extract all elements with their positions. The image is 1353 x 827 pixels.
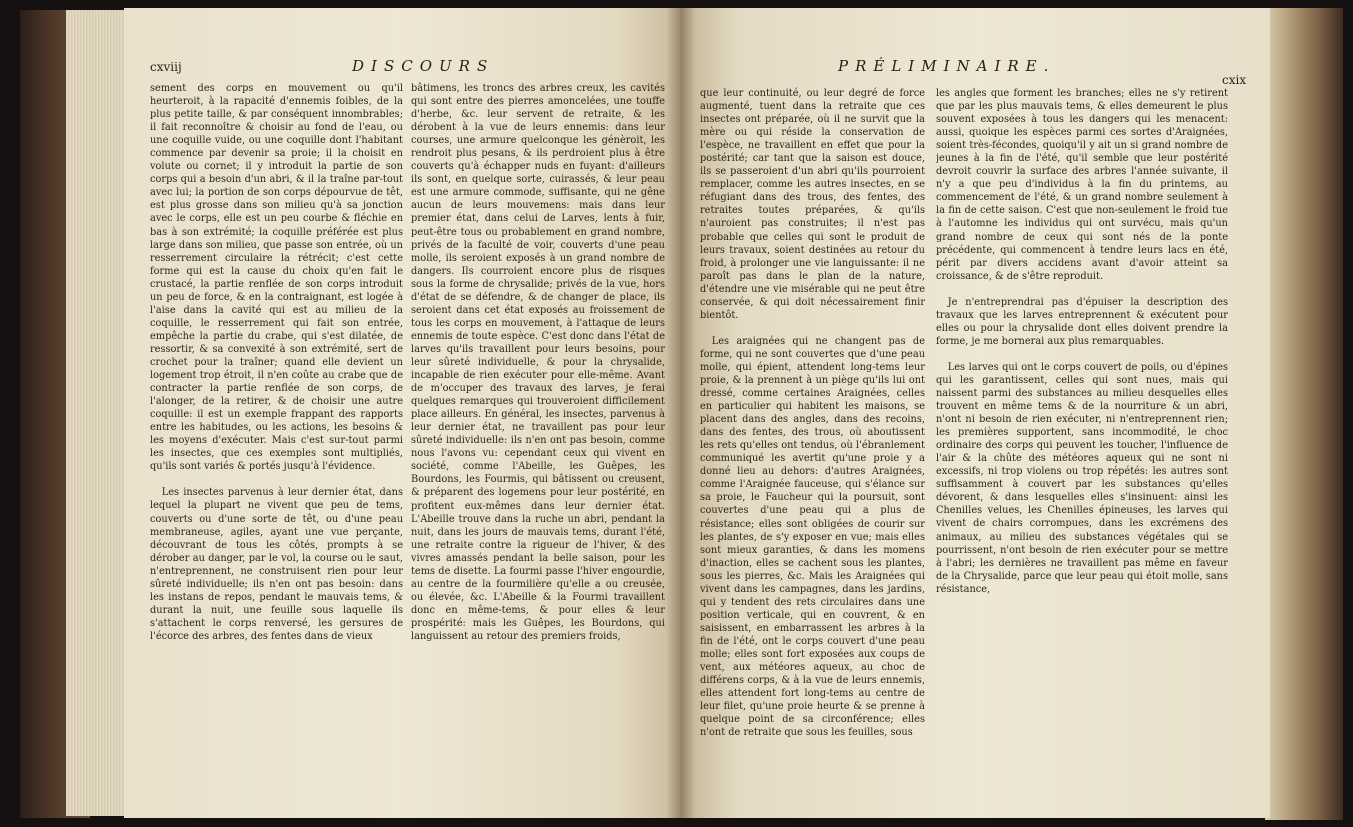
paragraph: sement des corps en mouvement ou qu'il heurteroit, à la rapacité d'ennemis foibles, de la plus petite taille, & par conséquent innombrables; il fait reconnoître & choisir au fond de l'eau, ou une coquille vuide, ou une coquille dont l'habitant commence par devenir sa proie; il la choisit en volute ou cornet; il y introduit la partie de son corps qui a besoin d'un abri, & il la traîne par-tout avec lui; la portion de son corps dépourvue de têt, est plus grosse dans son milieu qu'à sa jonction avec le corps, elle est un peu courbe & fléchie en bas à son extrémité; la coquille préférée est plus large dans son milieu, que passe son entrée, où un resserrement circulaire la rétrécit; c'est cette forme qui est la cause du choix qu'en fait le crustacé, la partie renflée de son corps introduit un peu de force, & en la contraignant, est logée à l'aise dans la cavité qui est au milieu de la coquille, le resserrement qui fait son entrée, empêche la partie du crabe, qui s'est dilatée, de ressortir, & sa convexité à son extrémité, sert de crochet pour la traîner; quand elle devient un logement trop étroit, il n'en coûte au crabe que de contracter la partie renflée de son corps, de l'alonger, de la retirer, & de choisir une autre coquille: il est un exemple frappant des rapports entre les habitudes, ou les actions, les besoins & les moyens d'exécuter. Mais c'est sur-tout parmi les insectes, que ces exemples sont multipliés, qu'ils sont variés & portés jusqu'à l'évidence. — [150, 83, 403, 473]
paragraph: Les araignées qui ne changent pas de forme, qui ne sont couvertes que d'une peau molle, qui épient, attendent long-tems leur proie, & la prennent à un piège qu'ils lui ont dressé, comme certaines Araignées, celles en particulier qui habitent les maisons, se placent dans des angles, dans des recoins, dans des fentes, des trous, où aboutissent les rets qu'elles ont tendus, où l'ébranlement communiqué les avertit qu'une proie y a donné lieu au dehors: d'autres Araignées, comme l'Araignée fauceuse, qui s'élance sur sa proie, le Faucheur qui la poursuit, sont couvertes d'une peau qui a plus de résistance; elles sont obligées de courir sur les plantes, de s'y exposer en vue; mais elles sont mieux garanties, & dans les momens d'inaction, elles se cachent sous les plantes, sous les pierres, &c. Mais les Araignées qui vivent dans les campagnes, dans les jardins, qui y tendent des rets circulaires dans une position verticale, qui en couvrent, & en saisissent, en embarrassent les arbres à la fin de l'été, ont le corps couvert d'une peau molle; elles sont fort exposées aux coups de vent, aux météores aqueux, au choc de différens corps, & à la vue de leurs ennemis, elles attendent fort long-tems au centre de leur filet, qu'une proie heurte & se prenne à quelque point de sa circonférence; elles n'ont de retraite que sous les feuilles, sous — [700, 335, 925, 739]
paragraph: bâtimens, les troncs des arbres creux, les cavités qui sont entre des pierres amoncelées, une touffe d'herbe, &c. leur servent de retraite, & les dérobent à la vue de leurs ennemis: dans leur courses, une armure quelconque les génèroit, les rendroit plus pesans, & ils perdroient plus à être couverts qu'à échapper nuds en fuyant: d'ailleurs ils sont, en quelque sorte, cuirassés, & leur peau est une armure commode, suffisante, qui ne gêne aucun de leurs mouvemens: mais dans leur premier état, dans celui de Larves, lents à fuir, peut-être tous ou probablement en grand nombre, privés de la faculté de voir, couverts d'une peau molle, ils seroient exposés à un grand nombre de dangers. Ils courroient encore plus de risques sous la forme de chrysalide; privés de la vue, hors d'état de se défendre, & de changer de place, ils seroient dans cet état exposés au froissement de tous les corps en mouvement, à l'attaque de leurs ennemis de toute espèce. C'est donc dans l'état de larves qu'ils travaillent pour leurs besoins, pour leur sûreté individuelle, & pour la chrysalide, incapable de rien exécuter pour elle-même. Avant de m'occuper des travaux des larves, je ferai quelques remarques qui trouveroient difficilement place ailleurs. En général, les insectes, parvenus à leur dernier état, ne travaillent pas pour leur sûreté individuelle: ils n'en ont pas besoin, comme nous l'avons vu: cependant ceux qui vivent en société, comme l'Abeille, les Guêpes, les Bourdons, les Fourmis, qui bâtissent ou creusent, & préparent des logemens pour leur postérité, en profitent eux-mêmes dans leur dernier état. L'Abeille trouve dans la ruche un abri, pendant la nuit, dans les jours de mauvais tems, durant l'été, une retraite contre la rigueur de l'hiver, & des vivres amassés pendant la belle saison, pour les tems de disette. La fourmi passe l'hiver engourdie, au centre de la fourmilière qu'elle a ou creusée, ou élevée, &c. L'Abeille & la Fourmi travaillent donc en même-tems, & pour elles & leur prospérité: mais les Guêpes, les Bourdons, qui languissent au retour des premiers froids, — [411, 83, 665, 642]
paragraph: les angles que forment les branches; elles ne s'y retirent que par les plus mauvais tems, & elles demeurent le plus souvent exposées à tous les dangers qui les menacent: aussi, quoique les espèces parmi ces sortes d'Araignées, soient très-fécondes, quoiqu'il y ait un si grand nombre de jeunes à la fin de l'été, qu'il semble que leur postérité devroit couvrir la surface des arbres l'année suivante, il n'y a que peu d'individus à la fin du printems, au commencement de l'été, & un grand nombre seulement à la fin de cette saison. C'est que non-seulement le froid tue à l'automne les individus qui ont survécu, mais qu'un grand nombre de ceux qui sont nés de la ponte précédente, qui commencent à tendre leurs lacs en été, périt par divers accidens avant d'avoir atteint sa croissance, & de s'être reproduit. — [936, 88, 1228, 282]
left-running-title: DISCOURS — [352, 57, 495, 75]
right-page-column-1 — [700, 87, 925, 805]
right-page-column-2 — [936, 87, 1228, 805]
paragraph: Les larves qui ont le corps couvert de poils, ou d'épines qui les garantissent, celles qui sont nues, mais qui naissent parmi des substances au milieu desquelles elles trouvent en même tems & de la nourriture & un abri, n'ont ni besoin de rien exécuter, ni n'entreprennent rien; les premières supportent, sans incommodité, le choc ordinaire des corps qui peuvent les toucher, l'influence de l'air & la chûte des météores aqueux qui ne sont ni excessifs, ni trop violens ou trop répétés: les autres sont suffisamment à couvert par les substances qu'elles dévorent, & dans lesquelles elles s'insinuent: ainsi les Chenilles velues, les Chenilles épineuses, les larves qui vivent de chairs corrompues, dans les excrémens des animaux, au milieu des substances végétales qui se pourrissent, n'ont besoin de rien exécuter pour se mettre à l'abri; les dernières ne travaillent pas même en faveur de la Chrysalide, parce que leur peau qui étoit molle, sans résistance, — [936, 361, 1228, 595]
left-page-number: cxviij — [150, 60, 182, 74]
paragraph: Les insectes parvenus à leur dernier état, dans lequel la plupart ne vivent que peu de tems, couverts ou d'une sorte de têt, ou d'une peau membraneuse, agiles, ayant une vue perçante, découvrant de tous les côtés, prompts à se dérober au danger, par le vol, la course ou le saut, n'entreprennent, ne construisent rien pour leur sûreté individuelle; ils n'en ont pas besoin: dans les instans de repos, pendant le mauvais tems, & durant la nuit, une feuille sous laquelle ils s'attachent le corps renversé, les gersures de l'écorce des arbres, des fentes dans de vieux — [150, 487, 403, 642]
paragraph: Je n'entreprendrai pas d'épuiser la description des travaux que les larves entreprennent & exécutent pour elles ou pour la chrysalide dont elles doivent prendre la forme, je me bornerai aux plus remarquables. — [936, 296, 1228, 347]
left-page-column-1 — [150, 82, 403, 800]
left-page-edges — [66, 10, 126, 816]
left-page-column-2 — [411, 82, 665, 800]
paragraph: que leur continuité, ou leur degré de force augmenté, tuent dans la retraite que ces insectes ont préparée, où il ne survit que la mère ou qui réside la conservation de l'espèce, ne travaillent en effet que pour la postérité; car tant que la saison est douce, ils se passeroient d'un abri qu'ils pourroient remplacer, comme les autres insectes, en se réfugiant dans des trous, des fentes, des retraites toutes préparées, & qu'ils n'auroient pas construites; il n'est pas probable que celles qui sont le produit de leurs travaux, soient destinées au retour du froid, à prolonger une vie languissante: il ne paroît pas dans le plan de la nature, d'étendre une vie misérable qui ne peut être conservée, & qui doit nécessairement finir bientôt. — [700, 88, 925, 321]
right-page-number: cxix — [1222, 73, 1247, 87]
right-running-title: PRÉLIMINAIRE. — [838, 57, 1056, 75]
book-gutter — [666, 8, 696, 818]
right-page-edges — [1265, 8, 1343, 820]
